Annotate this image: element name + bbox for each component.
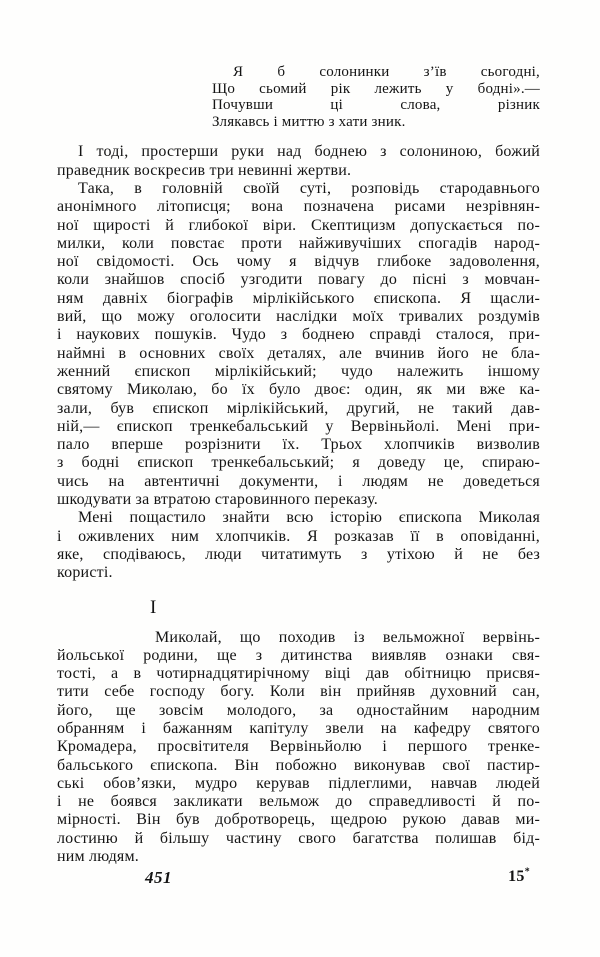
section-heading: I <box>150 596 157 618</box>
paragraph-3 <box>57 509 540 582</box>
text-line: бальського єпископа. Він побожно виконував свої пастир- <box>57 756 540 774</box>
text-line: Почувши ці слова, різник <box>212 97 540 114</box>
text-line: чись на автентичні документи, і людям не доведеться <box>57 472 540 490</box>
paragraph-2 <box>57 180 540 509</box>
text-line: Мені пощастило знайти всю історію єпископа Миколая <box>78 509 540 527</box>
chapter-paragraph <box>57 629 540 867</box>
text-line: користі. <box>57 564 113 582</box>
text-line: і наукових пошуків. Чудо з боднею справді сталося, при- <box>57 326 540 344</box>
folio-line <box>57 868 540 890</box>
text-line: Що сьомий рік лежить у бодні».— <box>212 80 540 97</box>
text-line: ним людям. <box>57 848 139 866</box>
text-line: ські обов’язки, мудро керував підлеглими, навчав людей <box>57 774 540 792</box>
text-line: Злякавсь і миттю з хати зник. <box>212 113 406 130</box>
text-line: ній,— єпископ тренкебальський у Вервіньйолі. Мені при- <box>57 417 540 435</box>
text-line: женний єпископ мірлікійський; чудо належить іншому <box>57 362 540 380</box>
text-line: пало вперше розрізнити їх. Трьох хлопчиків визволив <box>57 436 540 454</box>
text-line: шкодувати за втратою старовинного переказу. <box>57 491 378 509</box>
text-line: праведник воскресив три невинні жертви. <box>57 161 352 179</box>
text-line: ням давніх біографів мірлікійського єпископа. Я щасли- <box>57 289 540 307</box>
text-line: коли знайшов спосіб узгодити повагу до пісні з мовчан- <box>57 271 540 289</box>
text-line: мірності. Він був добротворець, щедрою рукою давав ми- <box>57 811 540 829</box>
body-text <box>57 143 540 866</box>
signature-number: 15 <box>508 868 525 885</box>
text-line: і не боявся закликати вельмож до справедливості й по- <box>57 793 540 811</box>
text-line: Я б солонинки з’їв сьогодні, <box>233 64 540 80</box>
text-column <box>57 0 540 866</box>
text-line: Така, в головній своїй суті, розповідь стародавнього <box>78 179 540 197</box>
text-line: лостиню й більшу частину свого багатства полишав бід- <box>57 829 540 847</box>
text-line: тити себе господу богу. Коли він прийняв духовний сан, <box>57 683 540 701</box>
signature-star: * <box>524 866 530 878</box>
text-line: і оживлених ним хлопчиків. Я розказав її в оповіданні, <box>57 527 540 545</box>
epigraph-verse <box>212 64 540 130</box>
text-line: тості, а в чотирнадцятирічному віці дав обітницю присвя- <box>57 665 540 683</box>
printer-signature-mark <box>508 868 530 886</box>
text-line: яке, сподіваюсь, люди читатимуть з утіхою й не без <box>57 545 540 563</box>
text-line: святому Миколаю, бо їх було двоє: один, як ми вже ка- <box>57 381 540 399</box>
text-line: зали, був єпископ мірлікійський, другий, не такий дав- <box>57 399 540 417</box>
text-line: його, ще зовсім молодого, за одностайним народним <box>57 701 540 719</box>
text-line: з бодні єпископ тренкебальський; я доведу це, спираю- <box>57 454 540 472</box>
page-number: 451 <box>145 868 172 887</box>
text-line: наймні в основних своїх деталях, але вчинив його не бла- <box>57 344 540 362</box>
text-line: Миколай, що походив із вельможної вервінь- <box>155 628 540 646</box>
text-line: І тоді, простерши руки над боднею з солониною, божий <box>78 143 540 161</box>
text-line: ної свідомості. Ось чому я відчув глибоке задоволення, <box>57 253 540 271</box>
text-line: ної щирості й глибокої віри. Скептицизм допускається по- <box>57 216 540 234</box>
paragraph-1 <box>57 143 540 180</box>
text-line: вий, що можу оголосити наслідки моїх тривалих роздумів <box>57 308 540 326</box>
text-line: милки, коли повстає проти найживучіших спогадів народ- <box>57 234 540 252</box>
text-line: Кромадера, просвітителя Вервіньйолю і першого тренке- <box>57 738 540 756</box>
text-line: анонімного літописця; вона позначена рисами незрівнян- <box>57 198 540 216</box>
text-line: обранням і бажанням капітулу звели на кафедру святого <box>57 719 540 737</box>
text-line: йольської родини, ще з дитинства виявляв ознаки свя- <box>57 646 540 664</box>
